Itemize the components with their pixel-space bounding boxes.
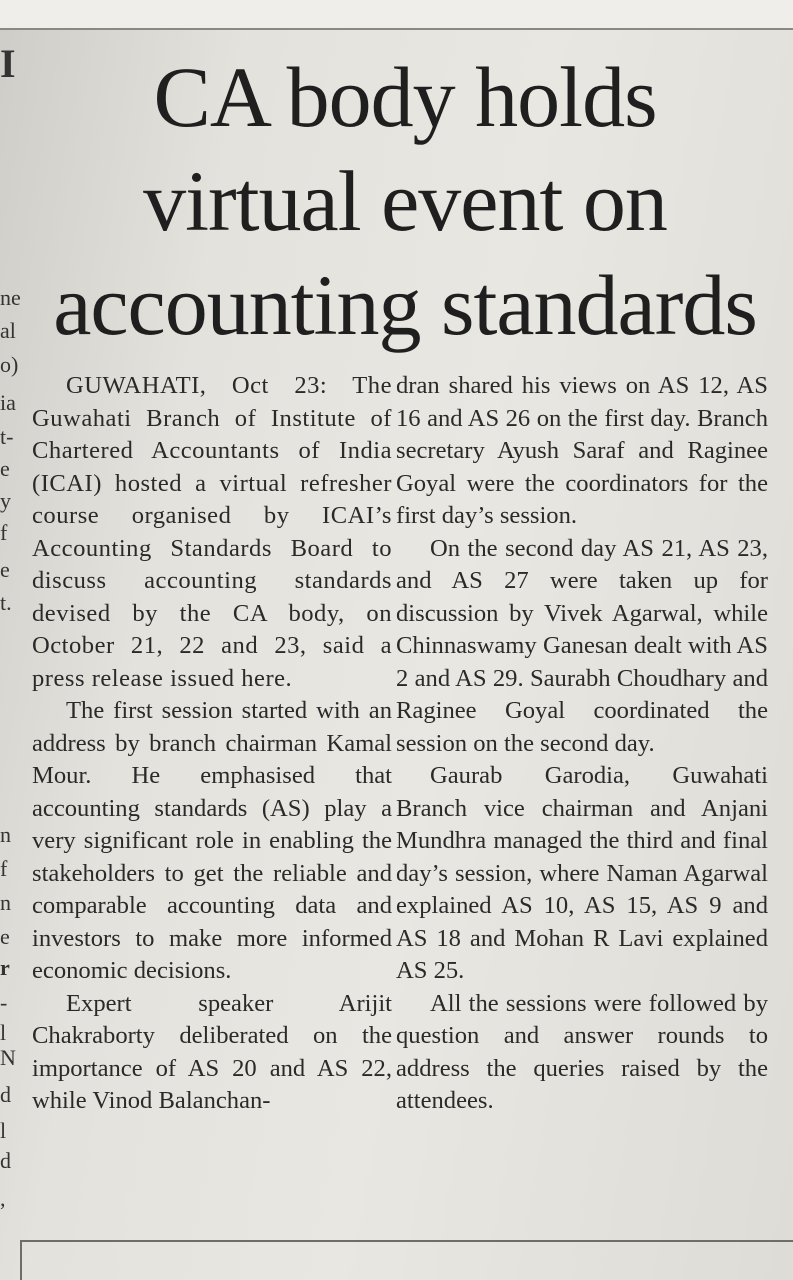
fragment: n <box>0 822 11 847</box>
article-paragraph: Expert speaker Arijit Chakraborty deliberated on the importance of AS 20 and AS 22, while Vinod Balanchan- <box>32 989 392 1114</box>
top-rule <box>0 28 793 30</box>
fragment: l <box>0 1118 7 1143</box>
article-paragraph: dran shared his views on AS 12, AS 16 and AS 26 on the first day. Branch secretary Ayush Saraf and Raginee Goyal were the coordinators for the first day’s session. <box>396 372 768 529</box>
fragment: f <box>0 520 8 545</box>
fragment: d <box>0 1148 11 1173</box>
next-article-box-edge <box>20 1242 22 1280</box>
fragment: e <box>0 924 10 949</box>
article-paragraph: All the sessions were followed by question and answer rounds to address the queries raised by the attendees. <box>396 989 768 1114</box>
article-column-left <box>32 370 392 1118</box>
fragment: y <box>0 488 11 513</box>
headline-line: CA body holds <box>153 49 657 145</box>
article-paragraph: The first session started with an address by branch chairman Kamal Mour. He emphasised that accounting standards (AS) play a very significant role in enabling the stakeholders to get the reliable and comparable accounting data and investors to make more informed economic decisions. <box>32 697 392 984</box>
adjacent-column-fragments <box>0 0 21 1280</box>
fragment: ia <box>0 390 16 415</box>
fragment: l <box>0 1020 7 1045</box>
headline-line: accounting standards <box>53 257 757 353</box>
article-paragraph: GUWAHATI, Oct 23: The Guwahati Branch of Institute of Chartered Accountants of India (ICAI) hosted a virtual refresher course organised by ICAI’s Accounting Standards Board to discuss accounting standards devised by the CA body, on October 21, 22 and 23, said a press release issued here. <box>32 372 392 692</box>
fragment: al <box>0 318 16 343</box>
headline-line: virtual event on <box>143 153 667 249</box>
fragment: e <box>0 456 10 481</box>
fragment: , <box>0 1186 6 1211</box>
fragment: e <box>0 557 10 582</box>
fragment: t. <box>0 590 12 615</box>
fragment: ne <box>0 285 21 310</box>
fragment: n <box>0 890 11 915</box>
fragment: I <box>0 41 16 86</box>
previous-section-strip <box>0 0 793 28</box>
article-headline <box>20 45 790 357</box>
article-paragraph: Gaurab Garodia, Guwahati Branch vice chairman and Anjani Mundhra managed the third and final day’s session, where Naman Agarwal explained AS 10, AS 15, AS 9 and AS 18 and Mohan R Lavi explained AS 25. <box>396 762 768 984</box>
bottom-rule <box>20 1240 793 1242</box>
fragment: - <box>0 990 8 1015</box>
fragment: f <box>0 856 8 881</box>
fragment: r <box>0 955 10 980</box>
article-paragraph: On the second day AS 21, AS 23, and AS 27 were taken up for discussion by Vivek Agarwal, while Chinnaswamy Ganesan dealt with AS 2 and AS 29. Saurabh Choudhary and Raginee Goyal coordinated the session on the second day. <box>396 534 768 757</box>
fragment: d <box>0 1082 11 1107</box>
fragment: N <box>0 1045 16 1070</box>
article-column-right <box>396 370 768 1118</box>
fragment: t- <box>0 424 14 449</box>
fragment: o) <box>0 352 19 377</box>
